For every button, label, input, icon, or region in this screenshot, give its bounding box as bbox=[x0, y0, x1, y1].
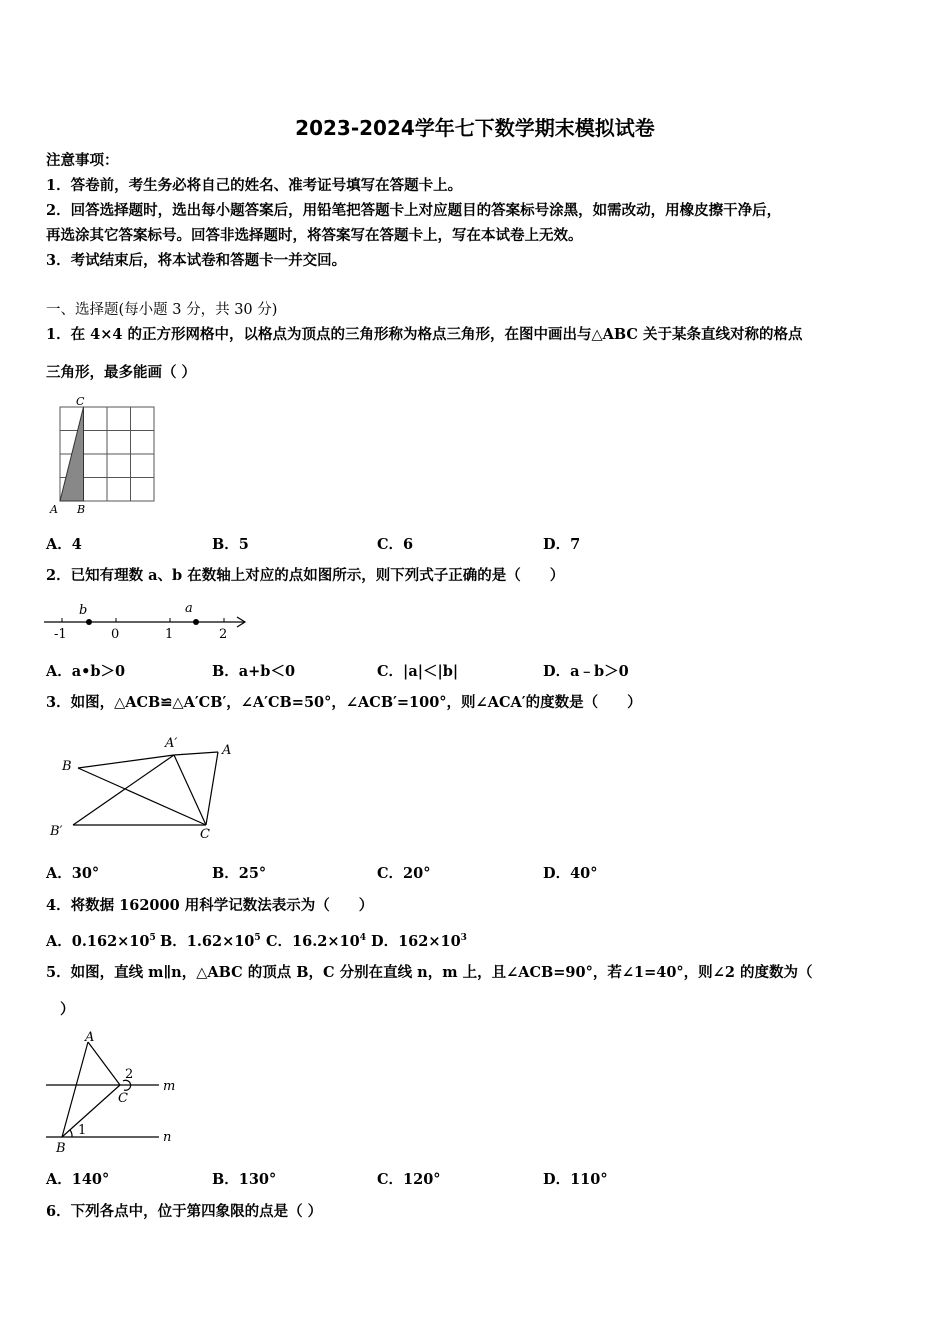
q4-option-d[interactable]: D．$162\times 10^3$ bbox=[371, 933, 467, 950]
q4-option-b[interactable]: B．$1.62\times 10^5$ bbox=[160, 933, 261, 950]
label-a: a bbox=[185, 601, 193, 616]
q1-option-b[interactable]: B．5 bbox=[212, 536, 249, 553]
q3-option-c[interactable]: C．20° bbox=[377, 865, 431, 882]
q3-triangle-figure bbox=[48, 730, 248, 845]
label-a: A bbox=[85, 1030, 95, 1045]
q5-line1: 5．如图，直线 m∥n，△ABC 的顶点 B，C 分别在直线 n，m 上，且∠ACB=90°，若∠1=40°，则∠2 的度数为（ bbox=[46, 964, 813, 981]
notice-item: 2．回答选择题时，选出每小题答案后，用铅笔把答题卡上对应题目的答案标号涂黑，如需改动，用橡皮擦干净后， bbox=[46, 202, 782, 219]
label-angle2: 2 bbox=[125, 1067, 134, 1082]
section-heading: 一、选择题(每小题 3 分，共 30 分) bbox=[46, 302, 278, 318]
q5-option-c[interactable]: C．120° bbox=[377, 1171, 441, 1188]
q1-line1: 1．在 4×4 的正方形网格中，以格点为顶点的三角形称为格点三角形，在图中画出与△ABC 关于某条直线对称的格点 bbox=[46, 326, 803, 343]
q1-option-a[interactable]: A．4 bbox=[46, 536, 82, 553]
label-a: A bbox=[222, 743, 232, 758]
q5-line2: ） bbox=[60, 1001, 75, 1018]
tick-label: 1 bbox=[165, 627, 174, 642]
q1-grid-figure bbox=[48, 395, 163, 520]
label-b: B bbox=[56, 1141, 66, 1156]
tick-label: 2 bbox=[219, 627, 228, 642]
notice-item: 1．答卷前，考生务必将自己的姓名、准考证号填写在答题卡上。 bbox=[46, 177, 463, 194]
q3-text: 3．如图，△ACB≌△A′CB′，∠A′CB=50°，∠ACB′=100°，则∠ACA′的度数是（ ） bbox=[46, 694, 642, 711]
label-b: B bbox=[77, 503, 86, 516]
label-c: C bbox=[76, 395, 85, 408]
q3-option-d[interactable]: D．40° bbox=[543, 865, 598, 882]
label-angle1: 1 bbox=[78, 1123, 87, 1138]
label-a-prime: A′ bbox=[165, 736, 178, 751]
q4-option-a[interactable]: A．$0.162\times 10^5$ bbox=[46, 933, 156, 950]
q2-text: 2．已知有理数 a、b 在数轴上对应的点如图所示，则下列式子正确的是（ ） bbox=[46, 567, 565, 584]
q2-option-d[interactable]: D．a﹣b＞0 bbox=[543, 663, 629, 680]
notice-heading: 注意事项： bbox=[46, 152, 119, 169]
q1-option-c[interactable]: C．6 bbox=[377, 536, 414, 553]
q6-text: 6．下列各点中，位于第四象限的点是（ ） bbox=[46, 1203, 323, 1220]
tick-label: 0 bbox=[111, 627, 120, 642]
label-c: C bbox=[118, 1091, 128, 1106]
label-c: C bbox=[200, 827, 210, 842]
q5-option-a[interactable]: A．140° bbox=[46, 1171, 110, 1188]
label-n: n bbox=[163, 1130, 172, 1145]
label-b-prime: B′ bbox=[50, 824, 63, 839]
label-m: m bbox=[163, 1079, 176, 1094]
label-b: B bbox=[62, 759, 72, 774]
notice-item: 3．考试结束后，将本试卷和答题卡一并交回。 bbox=[46, 252, 347, 269]
label-b: b bbox=[79, 603, 88, 618]
q1-option-d[interactable]: D．7 bbox=[543, 536, 581, 553]
page-title: 2023-2024学年七下数学期末模拟试卷 bbox=[295, 116, 655, 140]
tick-label: -1 bbox=[54, 627, 67, 642]
q2-number-line bbox=[40, 597, 255, 647]
label-a: A bbox=[50, 503, 58, 516]
q2-option-b[interactable]: B．a+b＜0 bbox=[212, 663, 296, 680]
q2-option-c[interactable]: C．|a|＜|b| bbox=[377, 663, 459, 680]
point-a bbox=[193, 619, 199, 625]
q1-line2: 三角形，最多能画（ ） bbox=[46, 364, 197, 381]
q3-option-b[interactable]: B．25° bbox=[212, 865, 267, 882]
q4-option-c[interactable]: C．$16.2\times 10^4$ bbox=[266, 933, 366, 950]
point-b bbox=[86, 619, 92, 625]
q5-option-d[interactable]: D．110° bbox=[543, 1171, 608, 1188]
q2-option-a[interactable]: A．a•b＞0 bbox=[46, 663, 126, 680]
q3-option-a[interactable]: A．30° bbox=[46, 865, 100, 882]
q5-option-b[interactable]: B．130° bbox=[212, 1171, 277, 1188]
q4-text: 4．将数据 162000 用科学记数法表示为（ ） bbox=[46, 897, 374, 914]
q5-parallel-lines-figure bbox=[44, 1030, 184, 1160]
notice-item: 再选涂其它答案标号。回答非选择题时，将答案写在答题卡上，写在本试卷上无效。 bbox=[46, 227, 583, 244]
